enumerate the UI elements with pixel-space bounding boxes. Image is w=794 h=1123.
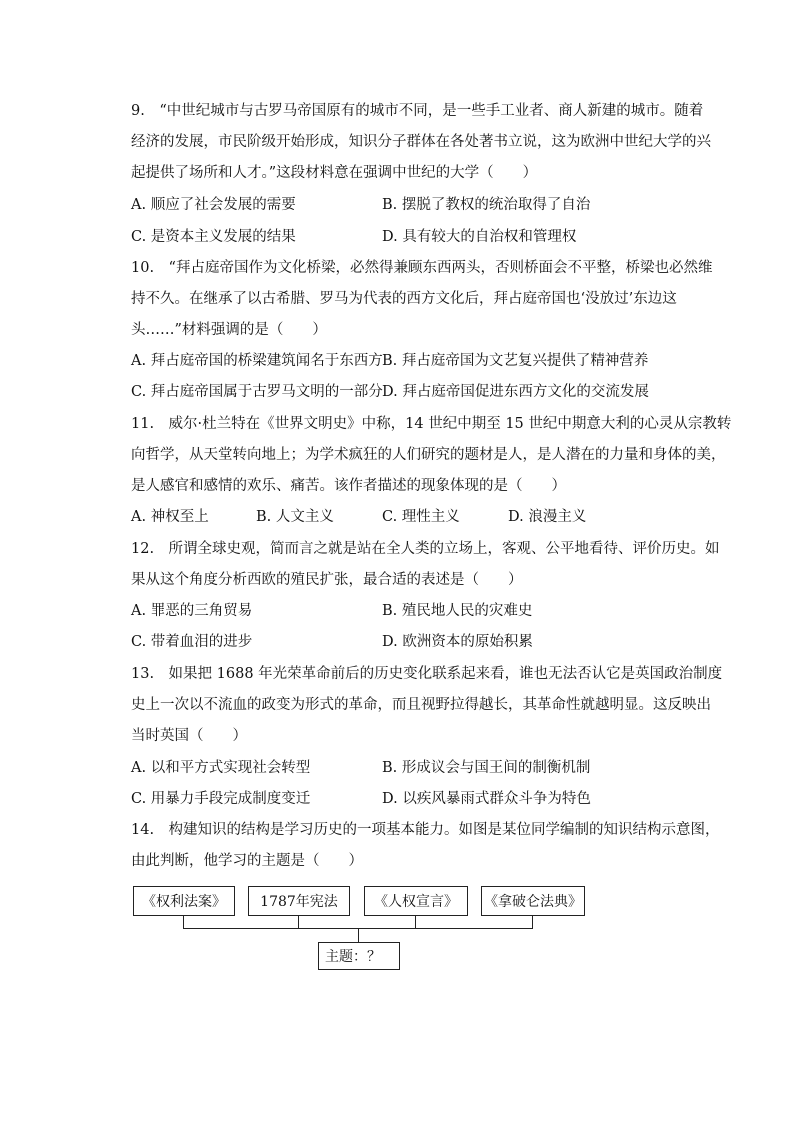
q13-line-1: 13. 如果把 1688 年光荣革命前后的历史变化联系起来看，谁也无法否认它是英国政治制度 bbox=[131, 666, 723, 682]
q11-option-c[interactable]: C. 理性主义 bbox=[382, 509, 460, 525]
q11-line-1: 11. 威尔·杜兰特在《世界文明史》中称，14 世纪中期至 15 世纪中期意大利的心灵从宗教转 bbox=[131, 416, 732, 432]
q13-option-d[interactable]: D. 以疾风暴雨式群众斗争为特色 bbox=[382, 791, 591, 807]
q12-option-b[interactable]: B. 殖民地人民的灾难史 bbox=[382, 603, 533, 619]
connector-stem-2 bbox=[298, 915, 299, 928]
q10-line-2: 持不久。在继承了以古希腊、罗马为代表的西方文化后，拜占庭帝国也‘没放过’东边这 bbox=[131, 291, 677, 307]
q13-line-2: 史上一次以不流血的政变为形式的革命，而且视野拉得越长，其革命性就越明显。这反映出 bbox=[131, 697, 711, 713]
q10-line-1: 10. “拜占庭帝国作为文化桥梁，必然得兼顾东西两头，否则桥面会不平整，桥梁也必然维 bbox=[131, 260, 713, 276]
q12-line-2: 果从这个角度分析西欧的殖民扩张，最合适的表述是（ ） bbox=[131, 572, 523, 588]
q11-option-a[interactable]: A. 神权至上 bbox=[131, 509, 209, 525]
q12-line-1: 12. 所谓全球史观，简而言之就是站在全人类的立场上，客观、公平地看待、评价历史。如 bbox=[131, 541, 720, 557]
q13-line-3: 当时英国（ ） bbox=[131, 728, 247, 744]
connector-stem-1 bbox=[183, 915, 184, 928]
q14-line-1: 14. 构建知识的结构是学习历史的一项基本能力。如图是某位同学编制的知识结构示意图， bbox=[131, 822, 720, 838]
q11-option-d[interactable]: D. 浪漫主义 bbox=[508, 509, 587, 525]
q9-line-1: 9. “中世纪城市与古罗马帝国原有的城市不同，是一些手工业者、商人新建的城市。随着 bbox=[131, 103, 704, 119]
q11-line-2: 向哲学，从天堂转向地上；为学术疯狂的人们研究的题材是人，是人潜在的力量和身体的美， bbox=[131, 447, 726, 463]
q9-option-a[interactable]: A. 顺应了社会发展的需要 bbox=[131, 197, 296, 213]
q13-option-a[interactable]: A. 以和平方式实现社会转型 bbox=[131, 760, 311, 776]
connector-stem-3 bbox=[415, 915, 416, 928]
diagram-box-napoleonic-code: 《拿破仑法典》 bbox=[481, 886, 585, 916]
q13-option-c[interactable]: C. 用暴力手段完成制度变迁 bbox=[131, 791, 311, 807]
q11-option-b[interactable]: B. 人文主义 bbox=[256, 509, 334, 525]
q10-option-b[interactable]: B. 拜占庭帝国为文艺复兴提供了精神营养 bbox=[382, 353, 649, 369]
q12-option-d[interactable]: D. 欧洲资本的原始积累 bbox=[382, 634, 533, 650]
q9-option-c[interactable]: C. 是资本主义发展的结果 bbox=[131, 229, 296, 245]
q9-option-d[interactable]: D. 具有较大的自治权和管理权 bbox=[382, 229, 577, 245]
diagram-box-declaration-of-rights: 《人权宣言》 bbox=[364, 886, 468, 916]
connector-down bbox=[358, 928, 359, 942]
diagram-box-bill-of-rights: 《权利法案》 bbox=[133, 886, 235, 916]
diagram-topic-box: 主题：？ bbox=[318, 942, 400, 970]
q13-option-b[interactable]: B. 形成议会与国王间的制衡机制 bbox=[382, 760, 591, 776]
connector-stem-4 bbox=[532, 915, 533, 928]
q10-option-a[interactable]: A. 拜占庭帝国的桥梁建筑闻名于东西方 bbox=[131, 353, 383, 369]
q10-option-c[interactable]: C. 拜占庭帝国属于古罗马文明的一部分 bbox=[131, 384, 383, 400]
q9-option-b[interactable]: B. 摆脱了教权的统治取得了自治 bbox=[382, 197, 591, 213]
q9-line-3: 起提供了场所和人才。”这段材料意在强调中世纪的大学（ ） bbox=[131, 165, 538, 181]
q12-option-a[interactable]: A. 罪恶的三角贸易 bbox=[131, 603, 253, 619]
q9-line-2: 经济的发展，市民阶级开始形成，知识分子群体在各处著书立说，这为欧洲中世纪大学的兴 bbox=[131, 134, 711, 150]
q14-line-2: 由此判断，他学习的主题是（ ） bbox=[131, 853, 363, 869]
q10-option-d[interactable]: D. 拜占庭帝国促进东西方文化的交流发展 bbox=[382, 384, 649, 400]
q10-line-3: 头……”材料强调的是（ ） bbox=[131, 322, 327, 338]
q12-option-c[interactable]: C. 带着血泪的进步 bbox=[131, 634, 253, 650]
q11-line-3: 是人感官和感情的欢乐、痛苦。该作者描述的现象体现的是（ ） bbox=[131, 478, 566, 494]
diagram-box-1787-constitution: 1787年宪法 bbox=[248, 886, 350, 916]
